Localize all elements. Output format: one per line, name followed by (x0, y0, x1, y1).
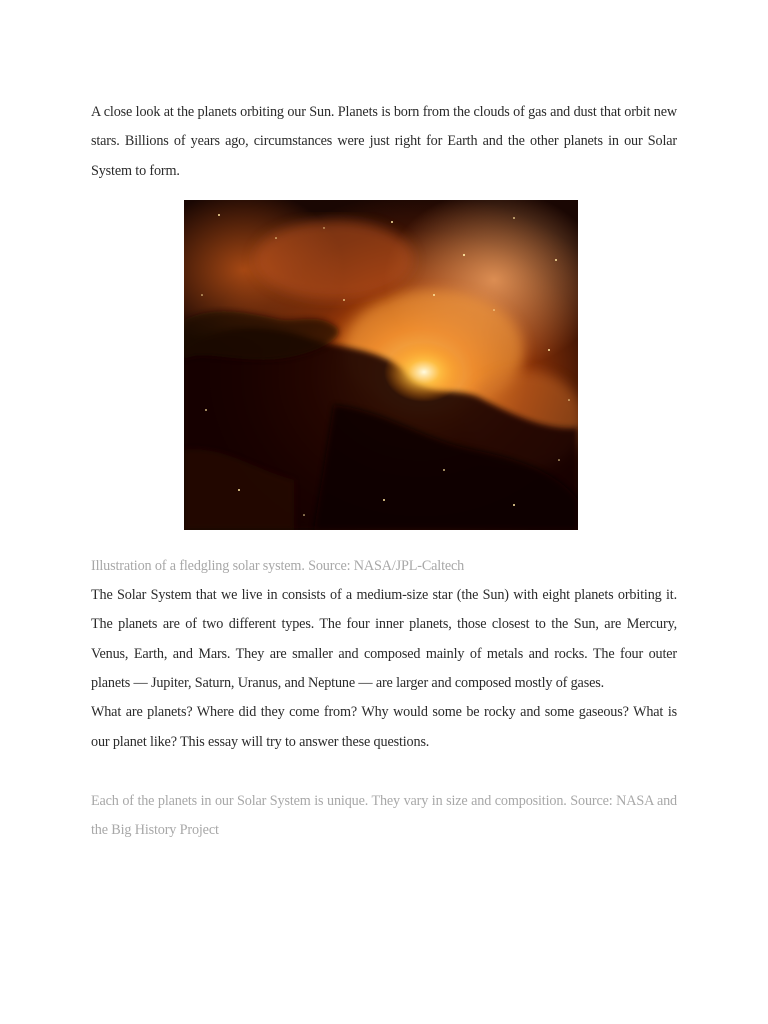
planets-caption: Each of the planets in our Solar System is unique. They vary in size and composition. Source: NASA and the Big History Project (91, 792, 677, 839)
solar-system-paragraph: The Solar System that we live in consists of a medium-size star (the Sun) with eight planets orbiting it. The planets are of two different types. The four inner planets, those closest to the Sun, are Mercury, Venus, Earth, and Mars. They are smaller and composed mainly of metals and rocks. The four outer planets — Jupiter, Saturn, Uranus, and Neptune — are larger and composed mostly of gases. (91, 587, 677, 692)
intro-paragraph: A close look at the planets orbiting our Sun. Planets is born from the clouds of gas and dust that orbit new stars. Billions of years ago, circumstances were just right for Earth and the other planets in our Solar System to form. (91, 104, 677, 179)
figure-caption: Illustration of a fledgling solar system. Source: NASA/JPL-Caltech (91, 557, 465, 574)
questions-paragraph: What are planets? Where did they come from? Why would some be rocky and some gaseous? What is our planet like? This essay will try to answer these questions. (91, 704, 677, 750)
document-page (91, 98, 677, 846)
nebula-illustration (184, 200, 578, 530)
nebula-image (184, 200, 578, 530)
